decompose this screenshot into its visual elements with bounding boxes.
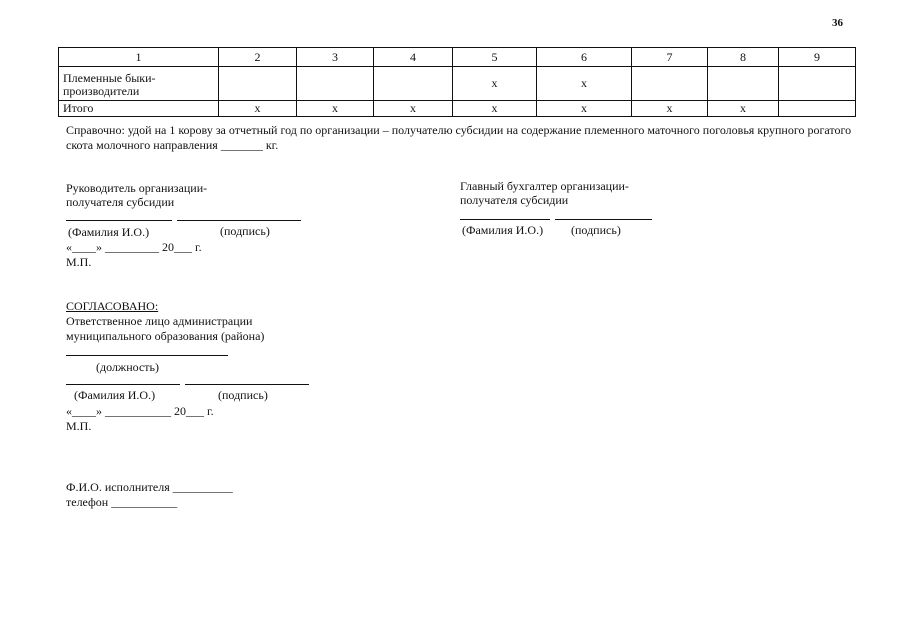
reference-note — [66, 123, 861, 153]
table-cell — [297, 67, 374, 101]
table-cell: x — [374, 101, 453, 117]
accountant-fio-line[interactable] — [460, 219, 550, 220]
row-label: Племенные быки-производители — [59, 67, 219, 101]
executor-fio-label: Ф.И.О. исполнителя — [66, 480, 170, 494]
head-stamp-label: М.П. — [66, 255, 92, 269]
approval-line1: Ответственное лицо администрации — [66, 314, 253, 328]
data-table — [58, 47, 856, 117]
table-cell — [374, 67, 453, 101]
table-cell: x — [453, 67, 537, 101]
table-cell: x — [537, 101, 632, 117]
table-row — [59, 101, 856, 117]
head-title-line2: получателя субсидии — [66, 195, 175, 209]
approval-position-label: (должность) — [96, 360, 159, 374]
column-header: 2 — [219, 48, 297, 67]
head-fio-label: (Фамилия И.О.) — [68, 225, 150, 239]
table-header-row — [59, 48, 856, 67]
page-number: 36 — [832, 17, 843, 29]
note-blank[interactable]: _______ — [220, 138, 263, 152]
head-signature-line[interactable] — [177, 220, 301, 221]
executor-phone-blank[interactable]: ___________ — [111, 495, 178, 509]
table-cell — [632, 67, 708, 101]
table-cell: x — [632, 101, 708, 117]
column-header: 5 — [453, 48, 537, 67]
note-unit: кг. — [265, 138, 279, 152]
column-header: 9 — [779, 48, 856, 67]
approval-date-line[interactable]: «____» ___________ 20___ г. — [66, 404, 214, 418]
executor-phone-row — [66, 495, 177, 509]
approval-signature-line[interactable] — [185, 384, 309, 385]
head-fio-line[interactable] — [66, 220, 172, 221]
table-cell: x — [219, 101, 297, 117]
accountant-signature-label: (подпись) — [571, 223, 621, 237]
head-title-line1: Руководитель организации- — [66, 181, 208, 195]
table-cell: x — [453, 101, 537, 117]
column-header: 6 — [537, 48, 632, 67]
note-text: Справочно: удой на 1 корову за отчетный год по организации – получателю субсидии на содержание племенного маточного поголовья крупного рогатого скота молочного направления — [66, 123, 852, 152]
approval-stamp-label: М.П. — [66, 419, 92, 433]
row-label: Итого — [59, 101, 219, 117]
approval-signature-label: (подпись) — [218, 388, 268, 402]
accountant-title-line1: Главный бухгалтер организации- — [460, 179, 629, 193]
executor-fio-blank[interactable]: __________ — [172, 480, 233, 494]
head-signature-label: (подпись) — [220, 224, 270, 238]
accountant-signature-line[interactable] — [555, 219, 652, 220]
table-cell — [779, 67, 856, 101]
column-header: 4 — [374, 48, 453, 67]
table-cell — [779, 101, 856, 117]
approval-fio-line[interactable] — [66, 384, 180, 385]
approval-position-line[interactable] — [66, 355, 228, 356]
column-header: 7 — [632, 48, 708, 67]
approval-fio-label: (Фамилия И.О.) — [74, 388, 156, 402]
approval-title: СОГЛАСОВАНО: — [66, 299, 159, 313]
head-date-line[interactable]: «____» _________ 20___ г. — [66, 240, 202, 254]
executor-phone-label: телефон — [66, 495, 109, 509]
table-cell — [708, 67, 779, 101]
approval-line2: муниципального образования (района) — [66, 329, 265, 343]
column-header: 1 — [59, 48, 219, 67]
table-cell: x — [297, 101, 374, 117]
table-cell — [219, 67, 297, 101]
column-header: 3 — [297, 48, 374, 67]
table-cell: x — [708, 101, 779, 117]
accountant-fio-label: (Фамилия И.О.) — [462, 223, 544, 237]
table-cell: x — [537, 67, 632, 101]
executor-fio-row — [66, 480, 233, 494]
table-row — [59, 67, 856, 101]
column-header: 8 — [708, 48, 779, 67]
accountant-title-line2: получателя субсидии — [460, 193, 569, 207]
